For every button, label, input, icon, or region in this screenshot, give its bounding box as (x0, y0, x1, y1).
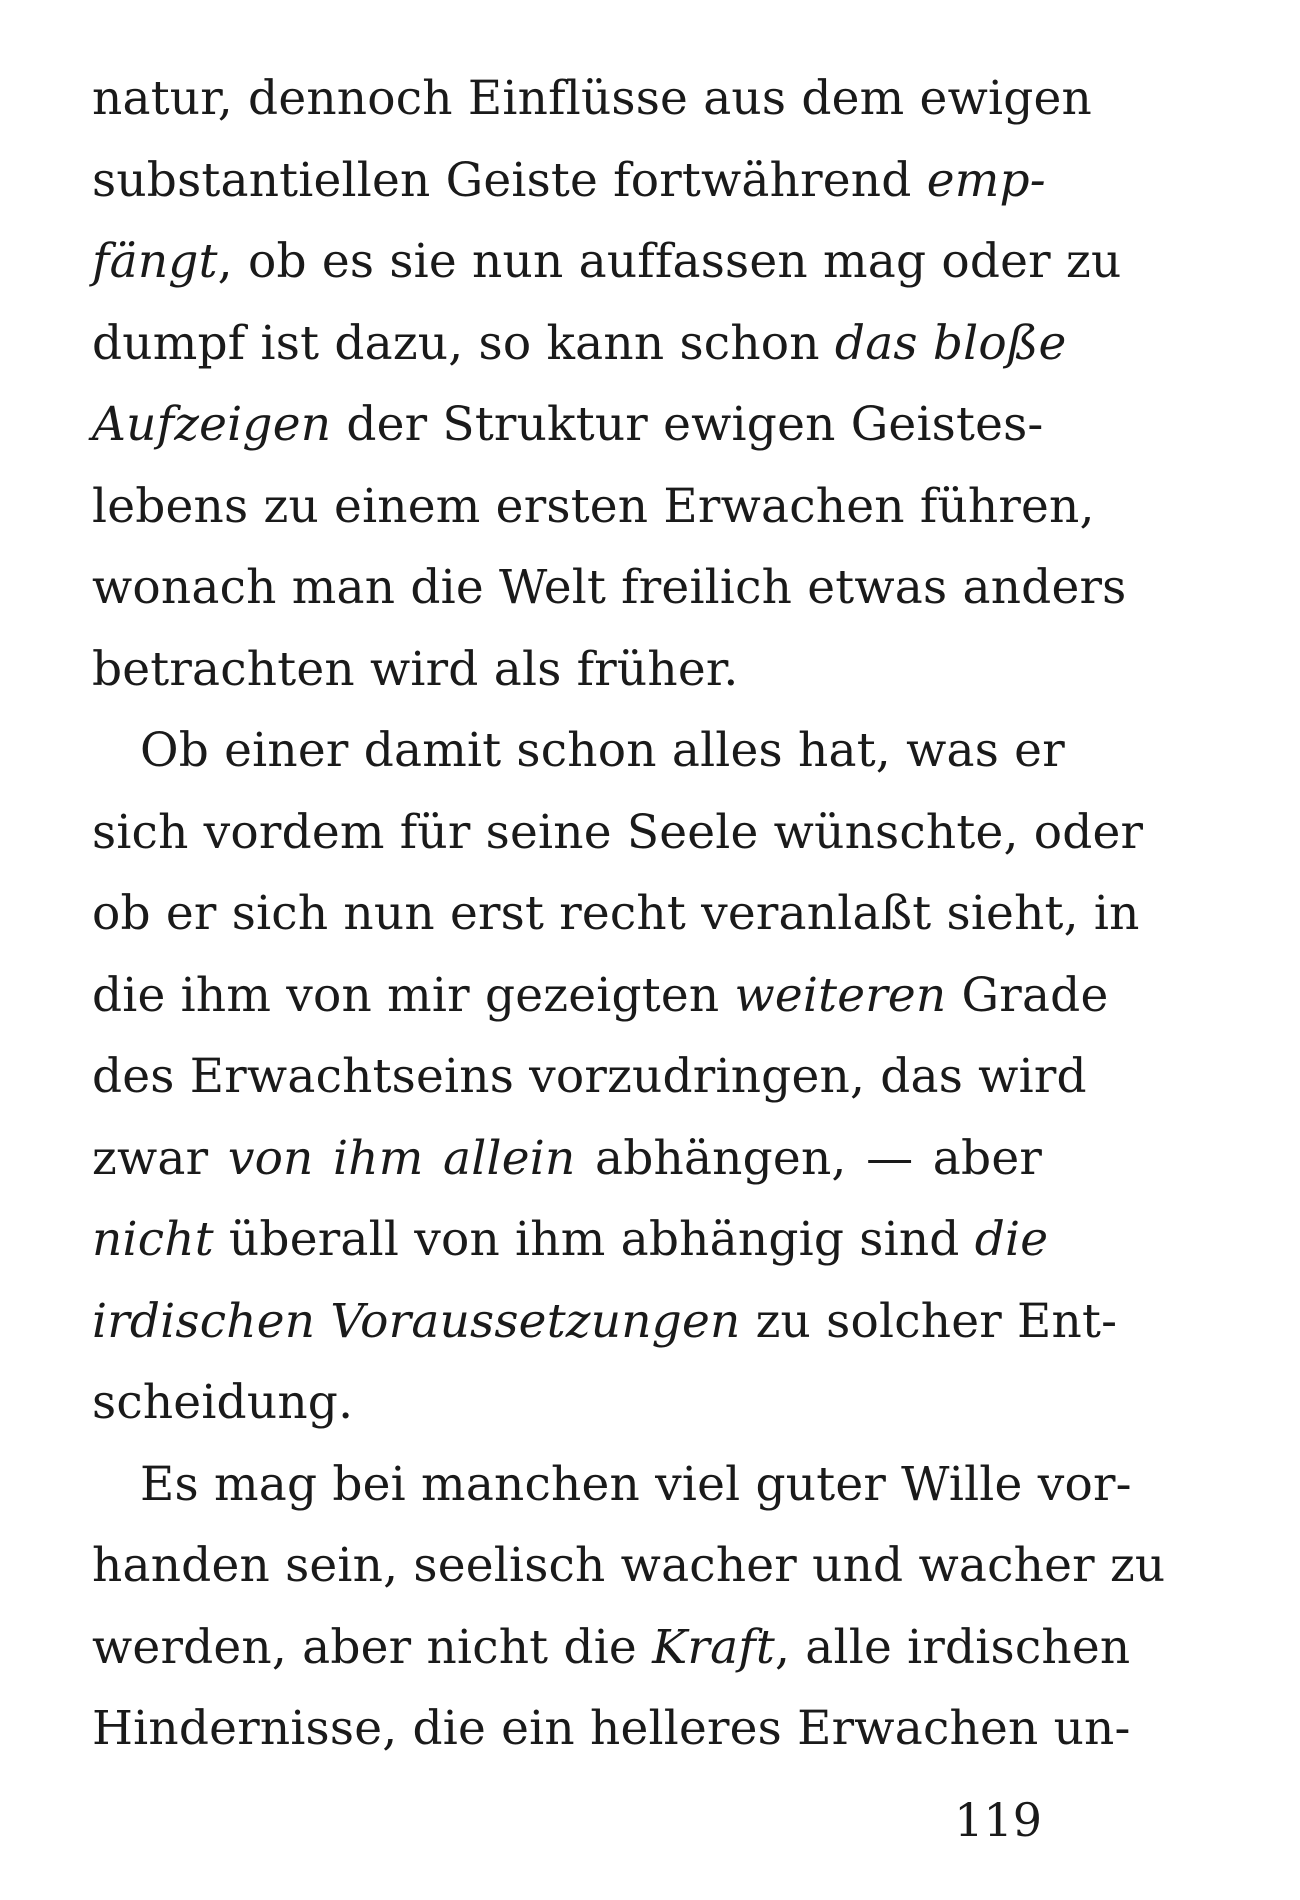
paragraph (92, 1444, 1166, 1770)
text-line (92, 873, 1140, 955)
text-line (92, 955, 1109, 1037)
text-run: handen sein, seelisch wacher und wacher zu (92, 1538, 1166, 1593)
text-run: Grade (946, 967, 1109, 1023)
text-line (92, 1118, 1042, 1200)
text-run: die ihm von mir gezeigten (92, 967, 735, 1023)
text-line (92, 58, 1093, 140)
text-line (92, 1688, 1131, 1770)
text-line (92, 1525, 1166, 1607)
italic-run: Kraft (652, 1619, 775, 1675)
text-line (92, 303, 1067, 385)
italic-run: die (974, 1212, 1049, 1267)
text-run: wonach man die Welt freilich etwas anders (92, 560, 1127, 615)
text-line (92, 1281, 1118, 1363)
text-line (92, 466, 1095, 548)
text-run: betrachten wird als früher. (92, 641, 739, 697)
text-run: ob er sich nun erst recht veranlaßt sieht, in (92, 886, 1140, 941)
text-run: Ob einer damit schon alles hat, was er (140, 723, 1065, 778)
text-line (92, 384, 1042, 466)
text-column (92, 58, 1166, 1770)
text-run: , ob es sie nun auffassen mag oder zu (217, 234, 1122, 289)
text-run: des Erwachtseins vorzudringen, das wird (92, 1049, 1087, 1104)
text-run: Hindernisse, die ein helleres Erwachen un- (92, 1701, 1131, 1756)
text-run: Es mag bei manchen viel guter Wille vor- (140, 1456, 1132, 1512)
text-line (92, 1607, 1131, 1689)
italic-run: fängt (92, 234, 218, 289)
text-line (92, 547, 1127, 629)
text-run: der Struktur ewigen Geistes- (331, 397, 1044, 452)
text-run: scheidung. (92, 1375, 354, 1430)
italic-run: Aufzeigen (92, 397, 332, 452)
text-line (92, 1362, 1042, 1444)
italic-run: weiteren (734, 967, 947, 1023)
paragraph (92, 58, 1127, 710)
paragraph (92, 710, 1144, 1444)
text-run: lebens zu einem ersten Erwachen führen, (92, 478, 1095, 534)
text-line (92, 221, 1122, 303)
italic-run: von ihm allein (227, 1130, 576, 1186)
page-number: 119 (954, 1793, 1042, 1847)
text-run: dumpf ist dazu, so kann schon (92, 315, 835, 371)
text-line (92, 140, 1046, 222)
italic-run: das bloße (834, 315, 1067, 371)
text-run: werden, aber nicht die (92, 1619, 653, 1675)
text-line (92, 1444, 1132, 1526)
text-line (92, 629, 1042, 711)
text-run: sich vordem für seine Seele wünschte, oder (92, 804, 1144, 860)
italic-run: emp- (926, 152, 1046, 208)
text-line (92, 792, 1144, 874)
text-run: zu solcher Ent- (740, 1293, 1118, 1349)
text-run: substantiellen Geiste fortwährend (92, 152, 927, 208)
text-run: überall von ihm abhängig sind (213, 1212, 975, 1267)
italic-run: irdischen Voraussetzungen (92, 1293, 741, 1349)
text-run: , alle irdischen (774, 1619, 1131, 1675)
text-run: zwar (92, 1130, 228, 1186)
text-run: natur, dennoch Einflüsse aus dem ewigen (92, 71, 1093, 126)
text-line (92, 1199, 1049, 1281)
text-line (92, 1036, 1087, 1118)
text-line (92, 710, 1065, 792)
text-run: abhängen, — aber (575, 1130, 1042, 1186)
italic-run: nicht (92, 1212, 214, 1267)
